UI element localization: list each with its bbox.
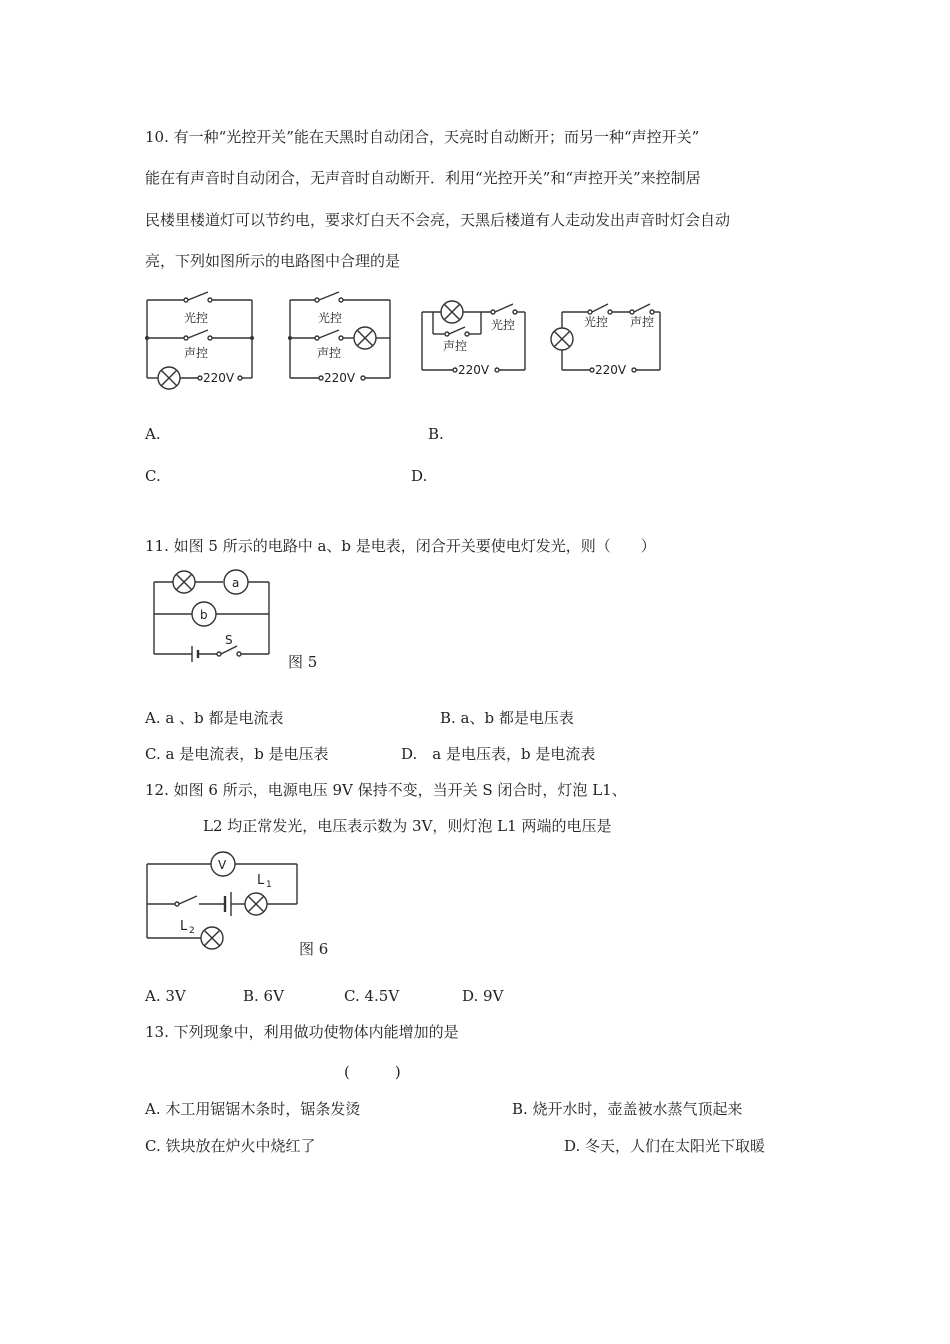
q12-option-a[interactable]: A. 3V (145, 987, 186, 1005)
meter-a-label: a (232, 576, 240, 590)
q13-answer-blank[interactable]: ( ) (344, 1063, 401, 1081)
q12-option-d[interactable]: D. 9V (462, 987, 504, 1005)
q10-line-2: 能在有声音时自动闭合，无声音时自动断开．利用“光控开关”和“声控开关”来控制居 (145, 169, 701, 187)
light-label: 光控 (184, 311, 209, 325)
l2-label-sub: 2 (189, 926, 195, 936)
q12-option-b[interactable]: B. 6V (243, 987, 284, 1005)
light-label: 光控 (584, 315, 609, 329)
q10-line-4: 亮，下列如图所示的电路图中合理的是 (145, 252, 401, 270)
q10-circuit-b (283, 290, 403, 390)
q13-option-a[interactable]: A. 木工用锯锯木条时，锯条发烫 (145, 1100, 361, 1118)
voltage-label: 220V (595, 363, 627, 377)
q11-figure-5 (147, 566, 277, 662)
q13-option-b[interactable]: B. 烧开水时，壶盖被水蒸气顶起来 (512, 1100, 743, 1118)
q12-stem-line-1: 12. 如图 6 所示，电源电压 9V 保持不变，当开关 S 闭合时，灯泡 L1、 (145, 781, 627, 799)
l2-label: L (180, 919, 188, 934)
voltage-label: 220V (324, 371, 356, 385)
voltage-label: 220V (203, 371, 235, 385)
light-label: 光控 (318, 311, 343, 325)
sound-label: 声控 (443, 339, 468, 353)
q12-figure-6 (145, 852, 305, 952)
voltmeter-label: V (218, 858, 227, 872)
sound-label: 声控 (630, 315, 655, 329)
q13-option-d[interactable]: D. 冬天，人们在太阳光下取暖 (564, 1137, 766, 1155)
q10-option-d[interactable]: D. (411, 467, 428, 485)
meter-b-label: b (200, 608, 208, 622)
l1-label: L (257, 873, 265, 888)
figure-5-caption: 图 5 (288, 653, 318, 671)
q10-circuit-d (550, 290, 675, 380)
q10-circuit-a (140, 290, 260, 390)
figure-6-caption: 图 6 (299, 940, 329, 958)
q10-option-b[interactable]: B. (428, 425, 444, 443)
q11-option-b[interactable]: B. a、b 都是电压表 (440, 709, 574, 727)
q13-option-c[interactable]: C. 铁块放在炉火中烧红了 (145, 1137, 316, 1155)
l1-label-sub: 1 (266, 880, 272, 890)
sound-label: 声控 (317, 346, 342, 360)
voltage-label: 220V (458, 363, 490, 377)
q11-option-c[interactable]: C. a 是电流表，b 是电压表 (145, 745, 329, 763)
q12-option-c[interactable]: C. 4.5V (344, 987, 400, 1005)
sound-label: 声控 (184, 346, 209, 360)
q10-line-3: 民楼里楼道灯可以节约电，要求灯白天不会亮，天黑后楼道有人走动发出声音时灯会自动 (145, 211, 731, 229)
q12-stem-line-2: L2 均正常发光，电压表示数为 3V，则灯泡 L1 两端的电压是 (203, 817, 612, 835)
q10-option-c[interactable]: C. (145, 467, 161, 485)
light-label: 光控 (491, 318, 516, 332)
q10-circuit-c (415, 290, 535, 380)
q11-option-d[interactable]: D. a 是电压表，b 是电流表 (401, 745, 596, 763)
q10-line-1: 10. 有一种“光控开关”能在天黑时自动闭合，天亮时自动断开；而另一种“声控开关” (145, 128, 700, 146)
q11-stem: 11. 如图 5 所示的电路中 a、b 是电表，闭合开关要使电灯发光，则（ ） (145, 537, 656, 555)
q13-stem: 13. 下列现象中，利用做功使物体内能增加的是 (145, 1023, 459, 1041)
q10-option-a[interactable]: A. (145, 425, 161, 443)
switch-label: S (225, 633, 233, 647)
q11-option-a[interactable]: A. a 、b 都是电流表 (145, 709, 284, 727)
